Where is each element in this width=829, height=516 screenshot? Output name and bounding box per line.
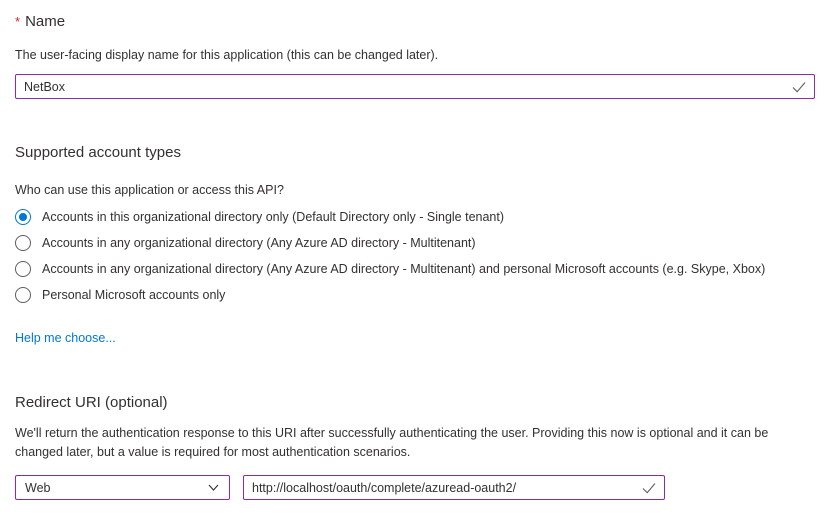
radio-option-label: Accounts in any organizational directory (Any Azure AD directory - Multitenant) (42, 236, 476, 250)
redirect-uri-input[interactable] (244, 476, 664, 499)
name-section-heading (15, 12, 815, 32)
redirect-uri-field (243, 475, 665, 500)
name-description: The user-facing display name for this application (this can be changed later). (15, 48, 439, 62)
radio-icon (15, 261, 31, 277)
radio-option-personal-only[interactable] (15, 287, 815, 303)
radio-option-label: Accounts in any organizational directory (Any Azure AD directory - Multitenant) and personal Microsoft accounts (e.g. Skype, Xbox) (42, 262, 766, 276)
name-input[interactable] (16, 75, 814, 98)
platform-select-value: Web (25, 480, 51, 495)
name-section (15, 12, 815, 99)
name-field (15, 74, 815, 99)
radio-option-label: Accounts in this organizational directory only (Default Directory only - Single tenant) (42, 210, 505, 224)
redirect-uri-row (15, 475, 815, 500)
radio-icon (15, 235, 31, 251)
checkmark-icon (641, 480, 657, 496)
redirect-uri-description: We'll return the authentication response to this URI after successfully authenticating the user. Providing this now is optional and it can be changed later, but a value is required for most authentication scenarios. (15, 426, 769, 459)
radio-option-label: Personal Microsoft accounts only (42, 288, 226, 302)
radio-icon (15, 287, 31, 303)
chevron-down-icon (207, 481, 220, 494)
platform-select[interactable] (15, 475, 230, 500)
radio-option-multitenant-personal[interactable] (15, 261, 815, 277)
account-types-question: Who can use this application or access this API? (15, 183, 284, 197)
help-me-choose-link[interactable]: Help me choose... (15, 331, 116, 345)
checkmark-icon (791, 79, 807, 95)
required-asterisk: * (15, 14, 21, 29)
account-type-radio-group (15, 209, 815, 303)
account-types-heading: Supported account types (15, 144, 181, 161)
redirect-uri-heading: Redirect URI (optional) (15, 394, 168, 411)
radio-option-multitenant[interactable] (15, 235, 815, 251)
radio-option-single-tenant[interactable] (15, 209, 815, 225)
account-types-section (15, 143, 815, 347)
redirect-uri-section (15, 393, 815, 500)
name-heading-label: Name (25, 13, 66, 30)
radio-selected-icon (15, 209, 31, 225)
